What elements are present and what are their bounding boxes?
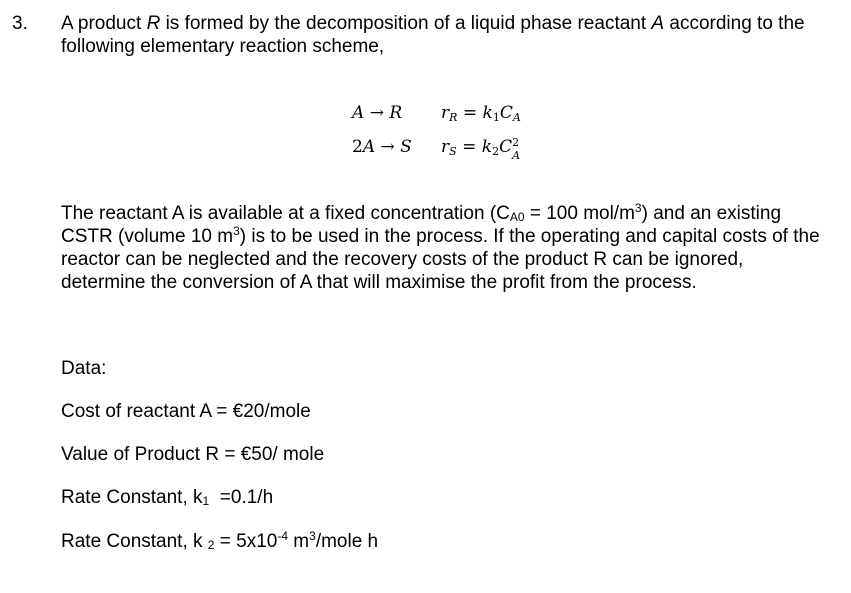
k2-subscript: 2 <box>207 538 215 552</box>
reaction-2-conc-subscript: A <box>512 149 521 162</box>
k1-subscript: 1 <box>202 494 210 508</box>
question-number: 3. <box>12 13 28 34</box>
reaction-2-rate-subscript: S <box>449 145 457 158</box>
reaction-2-rate-symbol: r <box>441 137 450 157</box>
paragraph-text-1: The reactant A is available at a fixed concentration (C <box>61 203 510 224</box>
reaction-2-arrow: → <box>380 137 395 157</box>
paragraph-text-4: ) is to be used in the process. If the operating and capital costs of the reactor can be neglected and the recovery costs of the product R can be ignored, determine the conversion of A that will maximise the profit from the process. <box>61 226 820 293</box>
k2-value-c: /mole h <box>315 531 379 552</box>
intro-text-3: according to the following elementary reaction scheme, <box>61 13 805 57</box>
data-value-product: Value of Product R = €50/ mole <box>61 444 325 465</box>
reaction-1-rate-law <box>441 103 521 123</box>
intro-text-2: is formed by the decomposition of a liquid phase reactant <box>160 13 652 34</box>
question-intro <box>61 12 831 58</box>
paragraph-superscript-1: 3 <box>634 201 642 215</box>
reaction-1-product: R <box>389 103 403 123</box>
k2-value-b: m <box>288 531 310 552</box>
reaction-1-rate-subscript: R <box>449 111 458 124</box>
reaction-2-conc-symbol: C <box>499 137 513 157</box>
reaction-2-reactant: A <box>362 137 376 157</box>
data-heading: Data: <box>61 358 107 379</box>
reaction-1-conc-subscript: A <box>512 111 521 124</box>
reaction-1-equation <box>352 103 402 123</box>
k2-unit-superscript: 3 <box>309 529 316 543</box>
reaction-1-conc-symbol: C <box>499 103 513 123</box>
data-cost-reactant: Cost of reactant A = €20/mole <box>61 401 311 422</box>
paragraph-conc-subscript: A0 <box>509 210 525 224</box>
data-rate-constant-k1 <box>61 486 273 509</box>
paragraph-superscript-2: 3 <box>233 224 240 238</box>
k1-value: =0.1/h <box>209 487 274 508</box>
reaction-2-product: S <box>400 137 412 157</box>
k2-label: Rate Constant, k <box>61 531 208 552</box>
k2-value-a: = 5x10 <box>214 531 278 552</box>
reaction-2-k-symbol: k <box>481 137 493 157</box>
reaction-2-equation <box>352 137 412 157</box>
intro-reactant-symbol: A <box>651 13 665 34</box>
paragraph-text-2: = 100 mol/m <box>524 203 635 224</box>
reaction-1-rate-symbol: r <box>441 103 450 123</box>
reaction-1-equals: = <box>462 103 478 123</box>
reaction-2-conc-scripts <box>512 136 521 162</box>
reaction-2-conc-superscript: 2 <box>512 136 520 149</box>
data-rate-constant-k2 <box>61 530 378 553</box>
problem-paragraph <box>61 202 831 294</box>
reaction-1-k-symbol: k <box>482 103 493 123</box>
reaction-2-coefficient: 2 <box>352 137 363 157</box>
reaction-2-rate-law <box>441 136 521 162</box>
reaction-1-arrow: → <box>369 103 384 123</box>
reaction-1-k-subscript: 1 <box>492 111 500 124</box>
intro-product-symbol: R <box>146 13 161 34</box>
k1-label: Rate Constant, k <box>61 487 203 508</box>
intro-text-1: A product <box>61 13 147 34</box>
k2-exponent: -4 <box>277 529 289 543</box>
paragraph-text-3: ) and an existing CSTR (volume 10 m <box>61 203 782 247</box>
reaction-2-equals: = <box>462 137 477 157</box>
reaction-2-k-subscript: 2 <box>492 145 500 158</box>
reaction-1-reactant: A <box>352 103 365 123</box>
